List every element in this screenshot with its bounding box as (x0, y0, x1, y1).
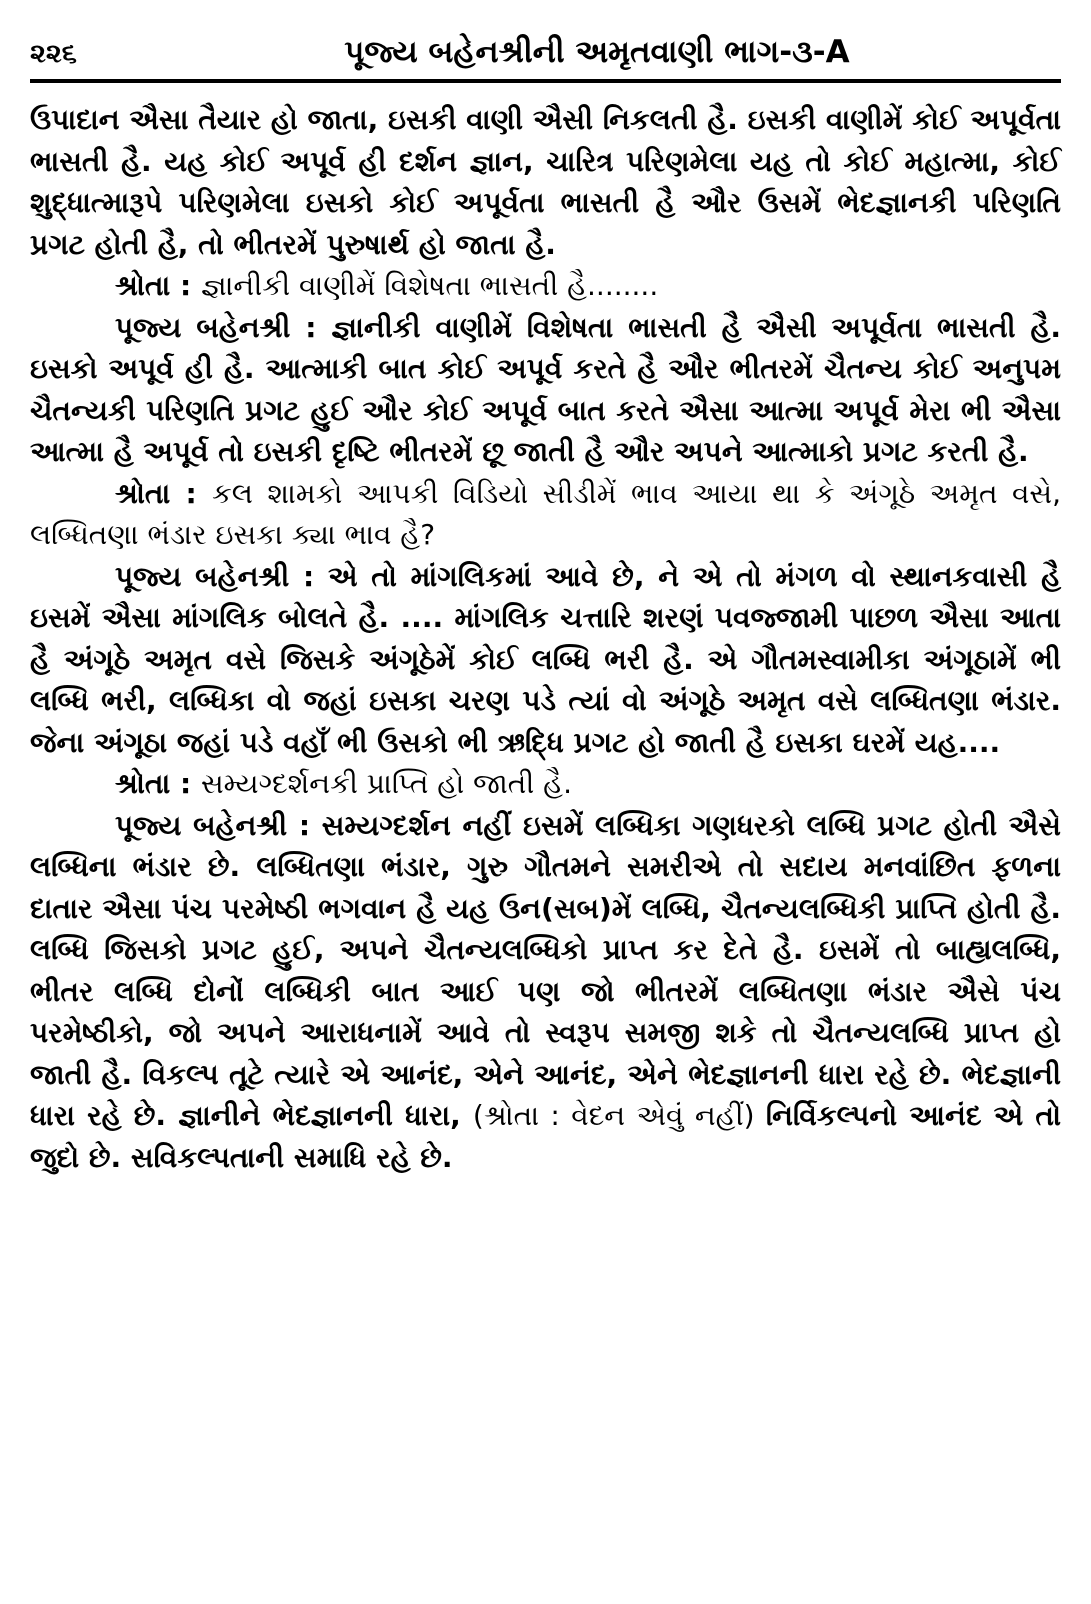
text-segment: જ્ઞાનીકી વાણીમેં વિશેષતા ભાસતી હૈ........ (200, 269, 659, 303)
text-segment: કલ શામકો આપકી વિડિયો સીડીમેં ભાવ આયા થા કે અંગૂઠે અમૃત વસે, લબ્ધિતણા ભંડાર ઇસકા ક્યા ભાવ હૈ? (30, 476, 1061, 552)
speaker-label: પૂજ્ય બહેનશ્રી : (115, 559, 328, 593)
paragraph (30, 265, 1061, 307)
paragraph (30, 805, 1061, 1179)
speaker-label: પૂજ્ય બહેનશ્રી : (115, 808, 322, 842)
text-segment: નિર્વિકલ્પનો આનંદ એ તો જુદો છે. સવિકલ્પતાની સમાધિ રહે છે. (30, 1099, 1061, 1174)
paragraph (30, 307, 1061, 473)
speaker-label: શ્રોતા : (115, 767, 201, 801)
text-segment: સમ્યગ્દર્શનકી પ્રાપ્તિ હો જાતી હૈ. (200, 767, 572, 801)
speaker-label: પૂજ્ય બહેનશ્રી : (115, 310, 332, 344)
running-title: પૂજ્ય બહેનશ્રીની અમૃતવાણી ભાગ-૩-A (344, 34, 850, 70)
paragraph (30, 99, 1061, 265)
paragraph (30, 556, 1061, 764)
header-rule (30, 79, 1061, 83)
paragraph (30, 763, 1061, 805)
paragraph (30, 473, 1061, 556)
text-segment: ઉપાદાન ઐસા તૈયાર હો જાતા, ઇસકી વાણી ઐસી નિકલતી હૈ. ઇસકી વાણીમેં કોઈ અપૂર્વતા ભાસતી હૈ. યહ કોઈ અપૂર્વ હી દર્શન જ્ઞાન, ચારિત્ર પરિણમેલા યહ તો કોઈ મહાત્મા, કોઈ શુદ્ધાત્મારૂપે પરિણમેલા ઇસકો કોઈ અપૂર્વતા ભાસતી હૈ ઔર ઉસમેં ભેદજ્ઞાનકી પરિણતિ પ્રગટ હોતી હૈ, તો ભીતરમેં પુરુષાર્થ હો જાતા હૈ. (30, 103, 1061, 261)
text-segment: જ્ઞાનીકી વાણીમેં વિશેષતા ભાસતી હૈ ઐસી અપૂર્વતા ભાસતી હૈ. ઇસકો અપૂર્વ હી હૈ. આત્માકી બાત કોઈ અપૂર્વ કરતે હૈ ઔર ભીતરમેં ચૈતન્ય કોઈ અનુપમ ચૈતન્યકી પરિણતિ પ્રગટ હુઈ ઔર કોઈ અપૂર્વ બાત કરતે ઐસા આત્મા અપૂર્વ મેરા ભી ઐસા આત્મા હૈ અપૂર્વ તો ઇસકી દૃષ્ટિ ભીતરમેં છૂ જાતી હૈ ઔર અપને આત્માકો પ્રગટ કરતી હૈ. (30, 310, 1061, 469)
text-segment: સમ્યગ્દર્શન નહીં ઇસમેં લબ્ધિકા ગણધરકો લબ્ધિ પ્રગટ હોતી ઐસે લબ્ધિના ભંડાર છે. લબ્ધિતણા ભંડાર, ગુરુ ગૌતમને સમરીએ તો સદાય મનવાંછિત ફળના દાતાર ઐસા પંચ પરમેષ્ઠી ભગવાન હૈ યહ ઉન(સબ)મેં લબ્ધિ, ચૈતન્યલબ્ધિકી પ્રાપ્તિ હોતી હૈ. લબ્ધિ જિસકો પ્રગટ હુઈ, અપને ચૈતન્યલબ્ધિકો પ્રાપ્ત કર દેતે હૈ. ઇસમેં તો બાહ્યલબ્ધિ, ભીતર લબ્ધિ દોનોં લબ્ધિકી બાત આઈ પણ જો ભીતરમેં લબ્ધિતણા ભંડાર ઐસે પંચ પરમેષ્ઠીકો, જો અપને આરાધનામેં આવે તો સ્વરૂપ સમજી શકે તો ચૈતન્યલબ્ધિ પ્રાપ્ત હો જાતી હૈ. વિકલ્પ તૂટે ત્યારે એ આનંદ, એને આનંદ, એને ભેદજ્ઞાનની ધારા રહે છે. ભેદજ્ઞાની ધારા રહે છે. જ્ઞાનીને ભેદજ્ઞાનની ધારા, (30, 808, 1061, 1133)
page-header (30, 34, 1061, 71)
speaker-label: શ્રોતા : (115, 476, 213, 510)
text-segment: (શ્રોતા : વેદન એવું નહીં) (472, 1099, 766, 1133)
body-text (30, 99, 1061, 1178)
speaker-label: શ્રોતા : (115, 269, 201, 303)
page-number: ૨૨૬ (30, 38, 77, 69)
text-segment: એ તો માંગલિકમાં આવે છે, ને એ તો મંગળ વો સ્થાનકવાસી હૈ ઇસમેં ઐસા માંગલિક બોલતે હૈ. .... માંગલિક ચત્તારિ શરણં પવજ્જામી પાછળ ઐસા આતા હૈ અંગૂઠે અમૃત વસે જિસકે અંગૂઠેમેં કોઈ લબ્ધિ ભરી હૈ. એ ગૌતમસ્વામીકા અંગૂઠામેં ભી લબ્ધિ ભરી, લબ્ધિકા વો જહાં ઇસકા ચરણ પડે ત્યાં વો અંગૂઠે અમૃત વસે લબ્ધિતણા ભંડાર. જેના અંગૂઠા જહાં પડે વહાઁ ભી ઉસકો ભી ઋદ્ધિ પ્રગટ હો જાતી હૈ ઇસકા ઘરમેં યહ.... (30, 559, 1061, 759)
